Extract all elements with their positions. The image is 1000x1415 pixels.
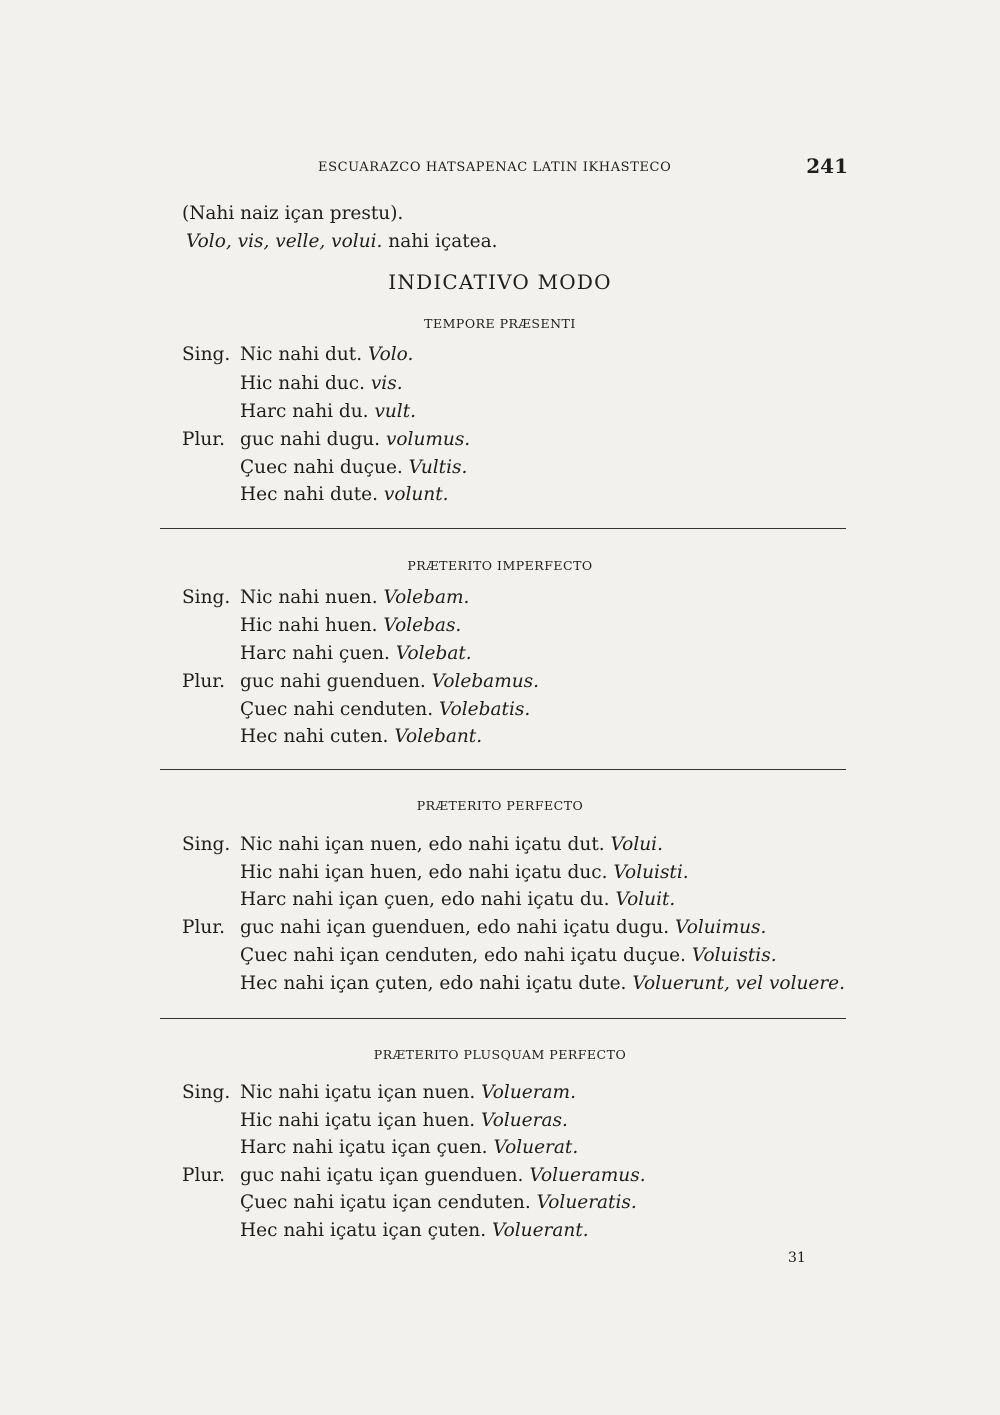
latin-form: Voluisti. bbox=[613, 862, 689, 883]
section-heading-imperfecto: PRÆTERITO IMPERFECTO bbox=[407, 558, 593, 573]
section-divider bbox=[160, 528, 846, 529]
conjugation-row bbox=[240, 400, 416, 424]
latin-form: vis. bbox=[370, 373, 403, 394]
basque-form: Hec nahi cuten. bbox=[240, 726, 395, 747]
conjugation-row bbox=[240, 642, 472, 666]
number-label: Sing. bbox=[182, 587, 231, 608]
basque-form: Çuec nahi içatu içan cenduten. bbox=[240, 1192, 537, 1213]
section-heading-perfecto: PRÆTERITO PERFECTO bbox=[416, 798, 584, 813]
basque-form: Hic nahi huen. bbox=[240, 615, 384, 636]
intro-line-2 bbox=[186, 230, 498, 254]
basque-form: Nic nahi içan nuen, edo nahi içatu dut. bbox=[240, 834, 611, 855]
latin-form: Vultis. bbox=[408, 457, 468, 478]
basque-form: Hec nahi içan çuten, edo nahi içatu dute. bbox=[240, 973, 633, 994]
conjugation-row bbox=[240, 1109, 568, 1133]
number-label: Sing. bbox=[182, 344, 231, 365]
conjugation-row bbox=[240, 1219, 589, 1243]
latin-form: volumus. bbox=[385, 429, 471, 450]
conjugation-row bbox=[240, 944, 777, 968]
latin-form: Voluerant. bbox=[491, 1220, 589, 1241]
basque-form: Hec nahi dute. bbox=[240, 484, 384, 505]
basque-form: guc nahi guenduen. bbox=[240, 671, 432, 692]
running-title: ESCUARAZCO HATSAPENAC LATIN IKHASTECO bbox=[318, 160, 672, 175]
basque-form: Hic nahi duc. bbox=[240, 373, 371, 394]
basque-form: Harc nahi du. bbox=[240, 401, 375, 422]
latin-form: Volebam. bbox=[383, 587, 470, 608]
conjugation-row bbox=[240, 725, 482, 749]
basque-form: Çuec nahi içan cenduten, edo nahi içatu duçue. bbox=[240, 945, 692, 966]
section-heading-praesenti: TEMPORE PRÆSENTI bbox=[424, 316, 576, 331]
latin-form: Volueramus. bbox=[529, 1165, 646, 1186]
latin-form: Voluistis. bbox=[691, 945, 777, 966]
latin-form: Volebat. bbox=[395, 643, 472, 664]
conjugation-row bbox=[240, 972, 845, 996]
basque-form: guc nahi içatu içan guenduen. bbox=[240, 1165, 530, 1186]
section-divider bbox=[160, 1018, 846, 1019]
conjugation-row bbox=[240, 1191, 637, 1215]
intro-basque-gloss: nahi içatea. bbox=[382, 231, 498, 252]
number-label: Plur. bbox=[182, 917, 225, 938]
basque-form: Çuec nahi duçue. bbox=[240, 457, 409, 478]
latin-form: Volebant. bbox=[394, 726, 483, 747]
latin-form: Volueratis. bbox=[536, 1192, 637, 1213]
intro-latin-principal-parts: Volo, vis, velle, volui. bbox=[186, 231, 383, 252]
conjugation-row bbox=[240, 698, 530, 722]
latin-form: Volui. bbox=[610, 834, 663, 855]
latin-form: Voluerunt, vel voluere. bbox=[632, 973, 846, 994]
basque-form: Harc nahi içatu içan çuen. bbox=[240, 1137, 494, 1158]
conjugation-row bbox=[240, 456, 467, 480]
basque-form: Nic nahi içatu içan nuen. bbox=[240, 1082, 482, 1103]
latin-form: Voluit. bbox=[615, 889, 676, 910]
basque-form: Çuec nahi cenduten. bbox=[240, 699, 439, 720]
latin-form: volunt. bbox=[383, 484, 449, 505]
conjugation-row bbox=[240, 483, 449, 507]
basque-form: guc nahi içan guenduen, edo nahi içatu dugu. bbox=[240, 917, 676, 938]
main-title: INDICATIVO MODO bbox=[388, 270, 612, 294]
conjugation-row bbox=[240, 888, 675, 912]
conjugation-row bbox=[240, 861, 689, 885]
conjugation-row bbox=[240, 372, 403, 396]
latin-form: Voluerat. bbox=[493, 1137, 579, 1158]
basque-form: Nic nahi nuen. bbox=[240, 587, 384, 608]
number-label: Plur. bbox=[182, 429, 225, 450]
basque-form: Hic nahi içatu içan huen. bbox=[240, 1110, 482, 1131]
latin-form: vult. bbox=[374, 401, 417, 422]
number-label: Plur. bbox=[182, 671, 225, 692]
basque-form: Harc nahi içan çuen, edo nahi içatu du. bbox=[240, 889, 616, 910]
basque-form: Hic nahi içan huen, edo nahi içatu duc. bbox=[240, 862, 614, 883]
number-label: Sing. bbox=[182, 834, 231, 855]
section-divider bbox=[160, 769, 846, 770]
intro-line-1: (Nahi naiz içan prestu). bbox=[182, 203, 404, 224]
conjugation-row bbox=[240, 1136, 578, 1160]
signature-number: 31 bbox=[788, 1250, 806, 1266]
basque-form: guc nahi dugu. bbox=[240, 429, 386, 450]
page-number: 241 bbox=[806, 154, 848, 178]
number-label: Plur. bbox=[182, 1165, 225, 1186]
basque-form: Nic nahi dut. bbox=[240, 344, 368, 365]
basque-form: Hec nahi içatu içan çuten. bbox=[240, 1220, 492, 1241]
latin-form: Volebamus. bbox=[431, 671, 540, 692]
number-label: Sing. bbox=[182, 1082, 231, 1103]
latin-form: Volueras. bbox=[481, 1110, 568, 1131]
conjugation-row bbox=[240, 614, 461, 638]
latin-form: Volebas. bbox=[383, 615, 462, 636]
basque-form: Harc nahi çuen. bbox=[240, 643, 396, 664]
latin-form: Volebatis. bbox=[438, 699, 531, 720]
latin-form: Voluimus. bbox=[675, 917, 767, 938]
latin-form: Volueram. bbox=[481, 1082, 576, 1103]
latin-form: Volo. bbox=[367, 344, 414, 365]
section-heading-plusquamperfecto: PRÆTERITO PLUSQUAM PERFECTO bbox=[373, 1047, 627, 1062]
